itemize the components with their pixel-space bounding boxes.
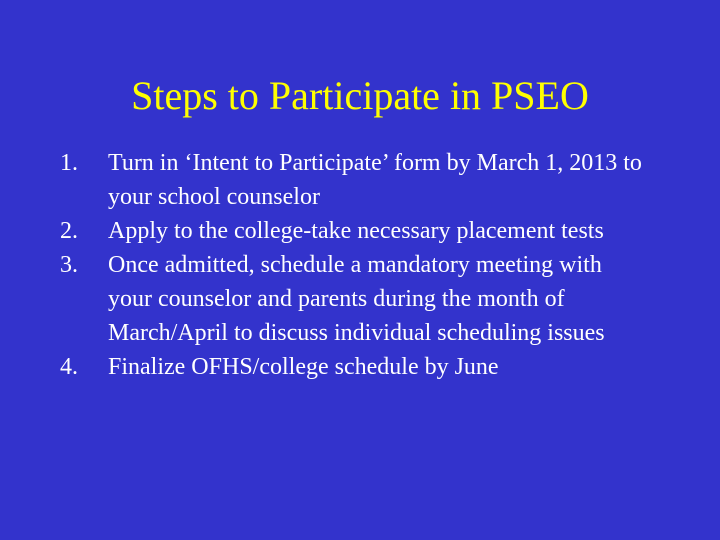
step-item — [60, 350, 700, 384]
step-number: 1. — [60, 150, 78, 176]
step-text: Finalize OFHS/college schedule by June — [108, 354, 499, 380]
step-number: 4. — [60, 354, 78, 380]
step-item — [60, 146, 700, 214]
steps-list — [60, 146, 700, 384]
slide-title: Steps to Participate in PSEO — [131, 73, 589, 118]
step-number: 2. — [60, 218, 78, 244]
step-number: 3. — [60, 252, 78, 278]
step-text: Once admitted, schedule a mandatory meeting with your counselor and parents during the month of March/April to discuss individual scheduling issues — [108, 252, 605, 346]
step-text: Apply to the college-take necessary placement tests — [108, 218, 604, 244]
step-item — [60, 248, 700, 350]
step-text: Turn in ‘Intent to Participate’ form by March 1, 2013 to your school counselor — [108, 150, 642, 210]
step-item — [60, 214, 700, 248]
